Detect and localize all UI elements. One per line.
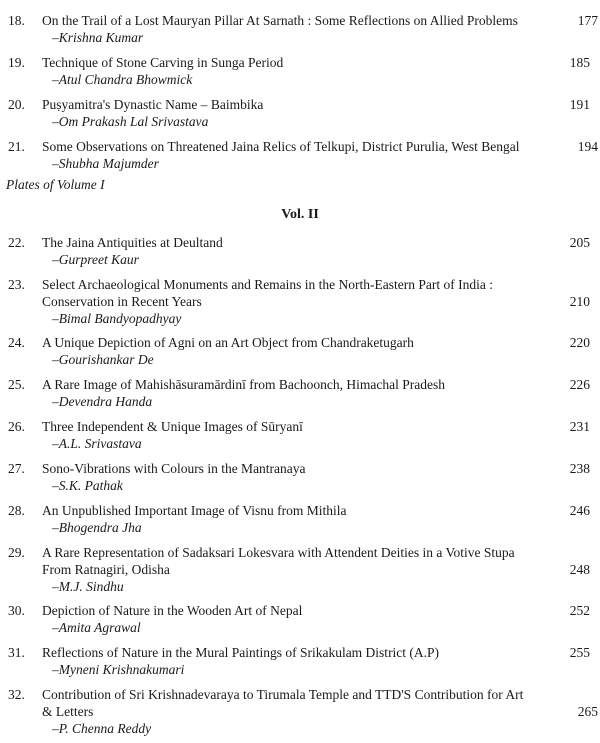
- entry-title: [42, 376, 552, 410]
- entry-author: –Devendra Handa: [52, 394, 153, 409]
- entry-page: 248: [569, 562, 590, 577]
- entry-number: 19.: [8, 55, 25, 70]
- entry-number: 28.: [8, 503, 25, 518]
- entry-title: [42, 644, 552, 678]
- entry-number: 22.: [8, 235, 25, 250]
- entry-title: [42, 54, 552, 88]
- entry-page: 246: [569, 503, 590, 518]
- entry-title-text: Some Observations on Threatened Jaina Relics of Telkupi, District Purulia, West Bengal: [42, 139, 520, 154]
- entry-title-text: Reflections of Nature in the Mural Paintings of Srikakulam District (A.P): [42, 645, 440, 660]
- entry-number: 26.: [8, 419, 25, 434]
- entry-page: 231: [569, 419, 590, 434]
- entry-title-text: Technique of Stone Carving in Sunga Period: [42, 55, 284, 70]
- entry-author: –Atul Chandra Bhowmick: [52, 72, 193, 87]
- entry-number: 30.: [8, 603, 25, 618]
- entry-title-text: Depiction of Nature in the Wooden Art of Nepal: [42, 603, 303, 618]
- entry-title: [42, 12, 562, 46]
- plates-label: Plates of Volume I: [6, 177, 105, 192]
- entry-author: –S.K. Pathak: [52, 478, 123, 493]
- entry-number: 23.: [8, 277, 25, 292]
- entry-number: 21.: [8, 139, 25, 154]
- entry-author: –Bimal Bandyopadhyay: [52, 311, 182, 326]
- entry-title: [42, 544, 537, 595]
- entry-title-text: Puṣyamitra's Dynastic Name – Baimbika: [42, 97, 264, 112]
- entry-title-text: A Rare Representation of Sadaksari Lokesvara with Attendent Deities in a Votive Stupa From Ratnagiri, Odisha: [42, 545, 515, 577]
- entry-title-text: Sono-Vibrations with Colours in the Mantranaya: [42, 461, 306, 476]
- entry-title-text: A Unique Depiction of Agni on an Art Object from Chandraketugarh: [42, 335, 414, 350]
- entry-number: 24.: [8, 335, 25, 350]
- entry-title: [42, 234, 552, 268]
- entry-page: 185: [569, 55, 590, 70]
- entry-number: 29.: [8, 545, 25, 560]
- entry-author: –Krishna Kumar: [52, 30, 144, 45]
- entry-title-text: A Rare Image of Mahishāsuramārdinī from Bachoonch, Himachal Pradesh: [42, 377, 446, 392]
- entry-author: –Gourishankar De: [52, 352, 154, 367]
- entry-number: 31.: [8, 645, 25, 660]
- entry-number: 18.: [8, 13, 25, 28]
- entry-title: [42, 460, 552, 494]
- entry-title: [42, 276, 537, 327]
- volume-heading: Vol. II: [281, 207, 319, 222]
- entry-title-text: Contribution of Sri Krishnadevaraya to Tirumala Temple and TTD'S Contribution for Art & Letters: [42, 687, 524, 719]
- entry-page: 191: [569, 97, 590, 112]
- entry-title: [42, 96, 552, 130]
- entry-title-text: An Unpublished Important Image of Visnu from Mithila: [42, 503, 347, 518]
- entry-page: 220: [569, 335, 590, 350]
- entry-author: –P. Chenna Reddy: [52, 721, 152, 736]
- entry-title-text: Three Independent & Unique Images of Sūryanī: [42, 419, 303, 434]
- entry-page: 226: [569, 377, 590, 392]
- entry-number: 20.: [8, 97, 25, 112]
- entry-title: [42, 334, 552, 368]
- entry-title-text: On the Trail of a Lost Mauryan Pillar At Sarnath : Some Reflections on Allied Problems: [42, 13, 518, 28]
- entry-number: 25.: [8, 377, 25, 392]
- entry-title: [42, 686, 537, 737]
- entry-page: 255: [569, 645, 590, 660]
- entry-author: –Myneni Krishnakumari: [52, 662, 185, 677]
- entry-author: –Om Prakash Lal Srivastava: [52, 114, 209, 129]
- entry-page: 194: [577, 139, 598, 154]
- entry-title: [42, 502, 552, 536]
- entry-author: –A.L. Srivastava: [52, 436, 142, 451]
- entry-page: 177: [577, 13, 598, 28]
- entry-title-text: The Jaina Antiquities at Deultand: [42, 235, 223, 250]
- entry-title-text: Select Archaeological Monuments and Remains in the North-Eastern Part of India : Conservation in Recent Years: [42, 277, 494, 309]
- entry-author: –Shubha Majumder: [52, 156, 159, 171]
- entry-page: 265: [577, 704, 598, 719]
- entry-title: [42, 602, 552, 636]
- entry-author: –Amita Agrawal: [52, 620, 141, 635]
- entry-title: [42, 138, 562, 172]
- entry-title: [42, 418, 552, 452]
- entry-author: –Gurpreet Kaur: [52, 252, 139, 267]
- entry-page: 210: [569, 294, 590, 309]
- entry-page: 205: [569, 235, 590, 250]
- entry-number: 27.: [8, 461, 25, 476]
- entry-page: 252: [569, 603, 590, 618]
- entry-page: 238: [569, 461, 590, 476]
- entry-number: 32.: [8, 687, 25, 702]
- entry-author: –Bhogendra Jha: [52, 520, 142, 535]
- entry-author: –M.J. Sindhu: [52, 579, 124, 594]
